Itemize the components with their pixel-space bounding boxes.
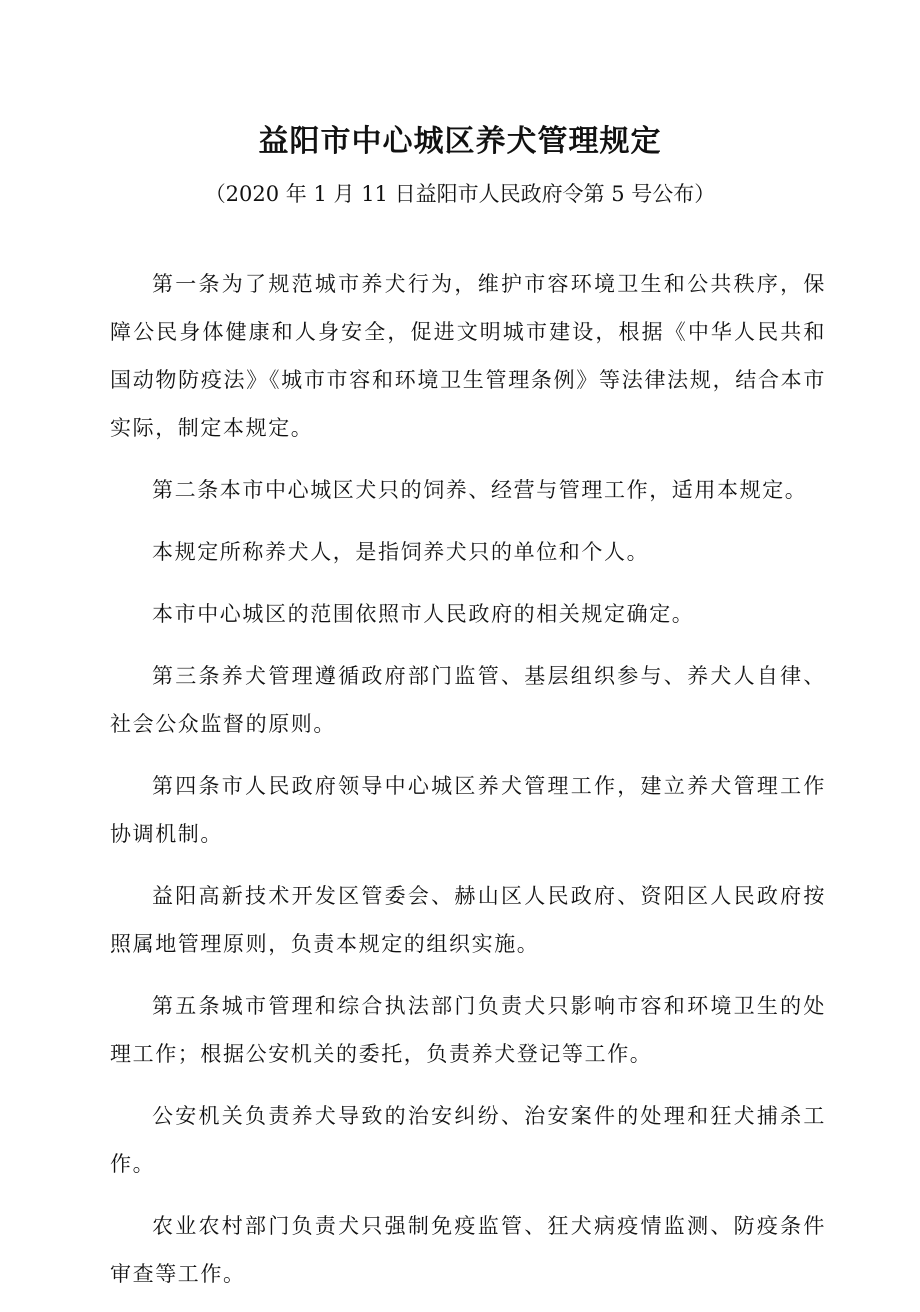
- paragraph-scope: 本市中心城区的范围依照市人民政府的相关规定确定。: [152, 602, 695, 626]
- paragraph-definition: 本规定所称养犬人，是指饲养犬只的单位和个人。: [152, 540, 650, 564]
- document-body: [110, 260, 826, 1312]
- paragraph-article-2: 第二条本市中心城区犬只的饲养、经营与管理工作，适用本规定。: [152, 478, 808, 502]
- paragraph-article-5: 第五条城市管理和综合执法部门负责犬只影响市容和环境卫生的处理工作；根据公安机关的委托，负责养犬登记等工作。: [110, 994, 826, 1066]
- paragraph-police-duty: 公安机关负责养犬导致的治安纠纷、治安案件的处理和狂犬捕杀工作。: [110, 1104, 826, 1176]
- document-subtitle: （2020 年 1 月 11 日益阳市人民政府令第 5 号公布）: [204, 182, 716, 206]
- paragraph-article-1: 第一条为了规范城市养犬行为，维护市容环境卫生和公共秩序，保障公民身体健康和人身安全，促进文明城市建设，根据《中华人民共和国动物防疫法》《城市市容和环境卫生管理条例》等法律法规，结合本市实际，制定本规定。: [110, 272, 826, 440]
- paragraph-article-4: 第四条市人民政府领导中心城区养犬管理工作，建立养犬管理工作协调机制。: [110, 774, 826, 846]
- paragraph-agriculture-duty: 农业农村部门负责犬只强制免疫监管、狂犬病疫情监测、防疫条件审查等工作。: [110, 1214, 826, 1286]
- paragraph-article-3: 第三条养犬管理遵循政府部门监管、基层组织参与、养犬人自律、社会公众监督的原则。: [110, 664, 826, 736]
- document-title: 益阳市中心城区养犬管理规定: [258, 124, 662, 159]
- paragraph-district-duty: 益阳高新技术开发区管委会、赫山区人民政府、资阳区人民政府按照属地管理原则，负责本规定的组织实施。: [110, 884, 826, 956]
